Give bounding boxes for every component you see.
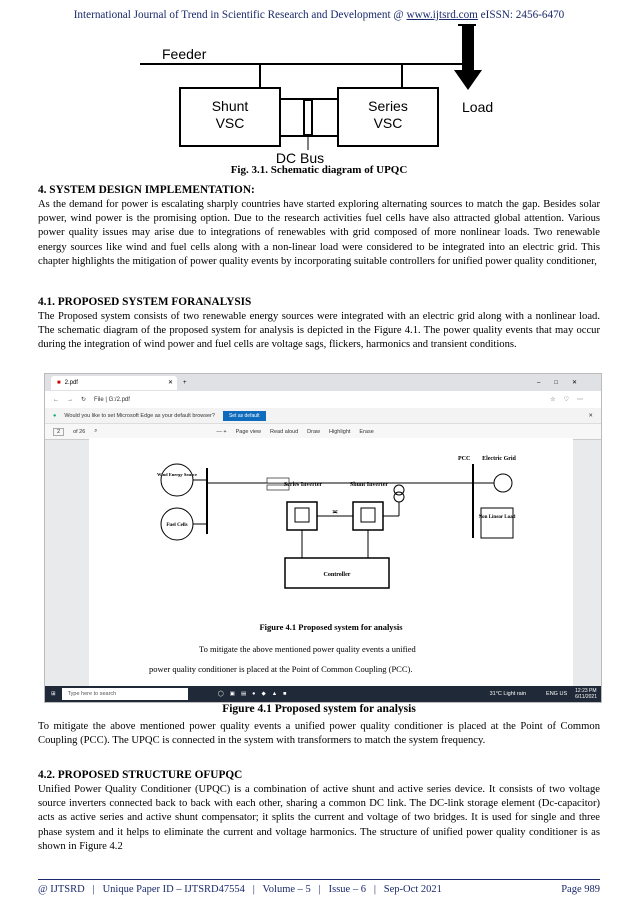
series-label-2: VSC — [373, 115, 403, 131]
tool-read-aloud[interactable]: Read aloud — [270, 428, 299, 435]
edge-icon: ● — [53, 412, 57, 419]
load-label: Load — [462, 99, 494, 115]
clock-time: 12:23 PM — [575, 688, 597, 694]
section42-heading: 4.2. PROPOSED STRUCTURE OFUPQC — [38, 769, 243, 781]
section41-heading: 4.1. PROPOSED SYSTEM FORANALYSIS — [38, 296, 252, 308]
page-number: Page 989 — [561, 884, 600, 895]
footer-rule — [38, 879, 600, 880]
proposed-system-diagram — [89, 438, 573, 608]
page-number-input[interactable]: 2 — [53, 428, 64, 436]
set-default-button[interactable]: Set as default — [223, 411, 266, 421]
close-tab-icon[interactable]: ✕ — [167, 380, 173, 386]
address-bar[interactable]: File | G:/2.pdf — [94, 396, 130, 403]
forward-icon[interactable]: → — [67, 396, 73, 403]
tool-highlight[interactable]: Highlight — [329, 428, 351, 435]
grid-label: Electric Grid — [482, 456, 516, 462]
wind-label: Wind Energy Source — [156, 472, 198, 477]
taskbar-search-text: Type here to search — [67, 691, 117, 697]
windows-start-icon[interactable]: ⊞ — [51, 691, 56, 697]
shunt-label-1: Shunt — [211, 98, 249, 114]
zoom-controls[interactable]: — + — [216, 428, 227, 435]
address-row — [45, 391, 601, 408]
embedded-screenshot — [44, 373, 602, 703]
fig31-caption: Fig. 3.1. Schematic diagram of UPQC — [230, 164, 408, 176]
inner-figure-caption: Figure 4.1 Proposed system for analysis — [259, 622, 403, 632]
refresh-icon[interactable]: ↻ — [81, 397, 87, 403]
paragraph-after-figure: To mitigate the above mentioned power quality events a unified power quality conditioner is placed at the Point of Common Coupling (PCC). The UPQC is connected in the system with transformers to match the system frequency. — [38, 721, 600, 747]
journal-header — [0, 9, 638, 21]
clock-date: 6/11/2021 — [575, 694, 597, 700]
series-inverter-label: Series Inverter — [283, 482, 323, 488]
window-controls[interactable]: –□✕ — [537, 380, 591, 386]
back-icon[interactable]: ← — [53, 396, 59, 403]
browser-actions-icons[interactable]: ☆♡⋯ — [550, 397, 591, 403]
shunt-inverter-label: Shunt Inverter — [349, 482, 389, 488]
shunt-label-2: VSC — [215, 115, 245, 131]
fig41-caption: Figure 4.1 Proposed system for analysis — [222, 703, 416, 715]
browser-tab[interactable] — [51, 376, 177, 390]
windows-taskbar — [45, 686, 601, 702]
taskbar-search[interactable] — [62, 688, 188, 700]
section4-paragraph: As the demand for power is escalating sharply countries have started exploring alternating sources to match the gap. Besides solar power, wind power is the promising option. Due to the research activities fuel cells have also attracted global attention. Various power quality issues may arise due to integrations of renewables with grid composed of more nonlinear loads. Two renewable energy sources like wind and fuel cells along with a non-linear load were considered to be integrated into an electric grid. This chapter highlights the mitigation of power quality events by incorporating suitable controllers for unified power quality conditioner, — [38, 199, 600, 267]
feeder-label: Feeder — [162, 46, 207, 62]
inner-text-2: power quality conditioner is placed at the Point of Common Coupling (PCC). — [149, 664, 413, 674]
section4-heading: 4. SYSTEM DESIGN IMPLEMENTATION: — [38, 184, 255, 196]
footer-info: @ IJTSRD | Unique Paper ID – IJTSRD47554 | Volume – 5 | Issue – 6 | Sep-Oct 2021 — [38, 884, 442, 895]
pcc-label: PCC — [458, 456, 471, 462]
new-tab-icon[interactable]: + — [183, 379, 187, 386]
language: ENG US — [546, 691, 568, 697]
browser-tabbar — [45, 374, 601, 391]
search-icon[interactable]: ⌕ — [94, 428, 98, 434]
issn: eISSN: 2456-6470 — [480, 9, 565, 21]
inner-text-1: To mitigate the above mentioned power quality events a unified — [199, 644, 416, 654]
notify-text: Would you like to set Microsoft Edge as your default browser? — [64, 412, 215, 419]
fuel-label: Fuel Cells — [166, 523, 188, 528]
page-count: of 26 — [73, 428, 86, 435]
tool-erase[interactable]: Erase — [359, 428, 374, 435]
pdf-page — [89, 438, 573, 686]
tab-title: 2.pdf — [64, 379, 78, 386]
nonlinear-label: Non Linear Load — [478, 515, 516, 520]
controller-label: Controller — [323, 572, 351, 578]
svg-text:≍: ≍ — [332, 508, 338, 516]
notify-close-icon[interactable]: ✕ — [588, 412, 593, 419]
section41-paragraph: The Proposed system consists of two renewable energy sources were integrated with an electric grid along with a nonlinear load. The schematic diagram of the proposed system for analysis is depicted in the Figure 4.1. The power quality events that may occur during the integration of wind power and fuel cells are voltage sags, flickers, harmonics and transient conditions. — [38, 311, 600, 351]
tool-page-view[interactable]: Page view — [235, 428, 262, 435]
dc-bus-label: DC Bus — [275, 150, 325, 164]
taskbar-app-icons[interactable]: ◯▣▤●◆▲■ — [217, 691, 293, 697]
clock — [575, 688, 597, 700]
load-arrow-shaft — [462, 24, 474, 70]
pdf-icon: ■ — [57, 379, 61, 386]
journal-url-link[interactable]: www.ijtsrd.com — [406, 9, 478, 21]
load-arrow-head — [454, 70, 482, 90]
page-footer — [38, 884, 600, 895]
series-label-1: Series — [368, 98, 408, 114]
upqc-schematic — [140, 24, 520, 164]
section42-paragraph: Unified Power Quality Conditioner (UPQC) is a combination of active shunt and active series device. It consists of two voltage source inverters connected back to back with each other, sharing a common DC link. The DC-link storage element (Dc-capacitor) acts as active series and active shunt compensator; it splits the current and voltage of two bridges. It is used for single and three phase system and it helps to eliminate the current and voltage harmonics. The structure of unified power quality conditioner is as shown in Figure 4.2 — [38, 784, 600, 852]
journal-name: International Journal of Trend in Scientific Research and Development @ — [73, 9, 404, 21]
default-browser-bar — [45, 408, 601, 424]
weather: 31°C Light rain — [489, 691, 527, 697]
tool-draw[interactable]: Draw — [307, 428, 321, 435]
